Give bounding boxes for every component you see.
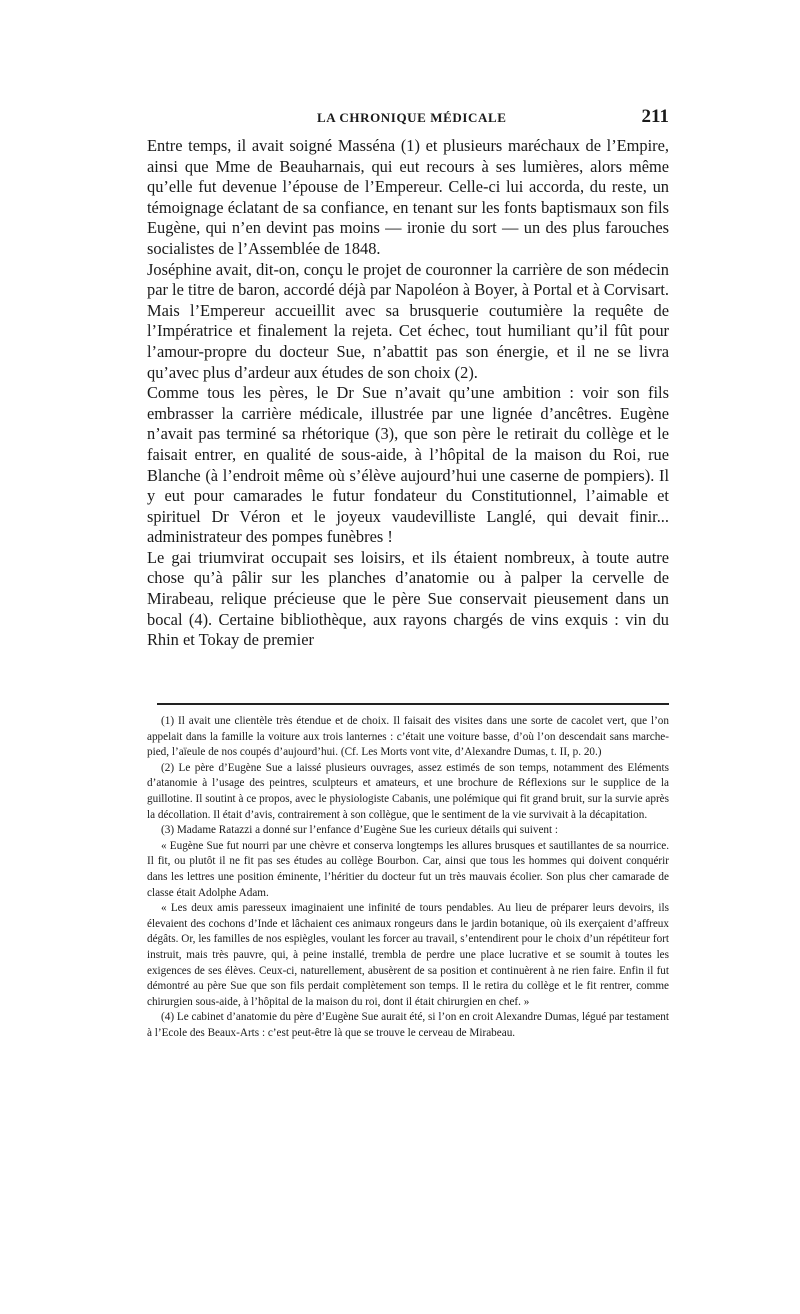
footnotes: [147, 714, 669, 1041]
footnote-quote: « Eugène Sue fut nourri par une chèvre et conserva longtemps les allures brusques et sautillantes de sa nourrice. Il fit, ou plutôt il ne fit pas ses études au collège Bourbon. Car, ainsi que tous les hommes qui doivent conquérir dans les lettres une position éminente, l’héritier du docteur fut un très mauvais écolier. Son plus cher camarade de classe était Adolphe Adam.: [147, 839, 669, 899]
footnote-quote: « Les deux amis paresseux imaginaient une infinité de tours pendables. Au lieu de préparer leurs devoirs, ils élevaient des cochons d’Inde et lâchaient ces animaux rongeurs dans le jardin botanique, où ils exerçaient d’affreux dégâts. Or, les familles de nos espiègles, voulant les forcer au travail, s’entendirent pour le choix d’un répétiteur fort instruit, mais très pauvre, qui, à peine installé, trembla de perdre une place lucrative et se soumit à toutes les exigences de ses élèves. Ceux-ci, naturellement, abusèrent de sa position et continuèrent à ne rien faire. Enfin il fut démontré au père Sue que son fils perdait complètement son temps. Il le retira du collège et le fit rentrer, comme chirurgien sous-aide, à l’hôpital de la maison du roi, dont il était chirurgien en chef. »: [147, 902, 669, 1008]
body-paragraph: Comme tous les pères, le Dr Sue n’avait qu’une ambition : voir son fils embrasser la carrière médicale, illustrée par une lignée d’ancêtres. Eugène n’avait pas terminé sa rhétorique (3), que son père le retirait du collège et le faisait entrer, en qualité de sous-aide, à l’hôpital de la maison du Roi, rue Blanche (à l’endroit même où s’élève aujourd’hui une caserne de pompiers). Il y eut pour camarades le futur fondateur du Constitutionnel, l’aimable et spirituel Dr Véron et le joyeux vaudevilliste Langlé, qui devait finir... administrateur des pompes funèbres !: [147, 383, 669, 547]
footnote: (4) Le cabinet d’anatomie du père d’Eugène Sue aurait été, si l’on en croit Alexandre Dumas, légué par testament à l’Ecole des Beaux-Arts : c’est peut-être là que se trouve le cerveau de Mirabeau.: [147, 1011, 669, 1039]
footnote: (3) Madame Ratazzi a donné sur l’enfance d’Eugène Sue les curieux détails qui suivent :: [161, 824, 559, 837]
body-paragraph: Le gai triumvirat occupait ses loisirs, et ils étaient nombreux, à toute autre chose qu’à pâlir sur les planches d’anatomie ou à palper la cervelle de Mirabeau, relique précieuse que le père Sue conservait pieusement dans un bocal (4). Certaine bibliothèque, aux rayons chargés de vins exquis : vin du Rhin et Tokay de premier: [147, 547, 669, 650]
body-paragraph: Joséphine avait, dit-on, conçu le projet de couronner la carrière de son médecin par le titre de baron, accordé déjà par Napoléon à Boyer, à Portal et à Corvisart. Mais l’Empereur accueillit avec sa brusquerie coutumière la requête de l’Impératrice et finalement la rejeta. Cet échec, tout humiliant qu’il fût pour l’amour-propre du docteur Sue, n’abattit pas son énergie, et il ne se livra qu’avec plus d’ardeur aux études de son choix (2).: [147, 259, 669, 382]
footnote: (2) Le père d’Eugène Sue a laissé plusieurs ouvrages, assez estimés de son temps, notamment des Eléments d’atanomie à l’usage des peintres, sculpteurs et amateurs, et une brochure de Réflexions sur le supplice de la guillotine. Il soutint à ce propos, avec le physiologiste Cabanis, une polémique qui fit grand bruit, sur la survie après la décollation. Il était d’avis, contrairement à son collègue, que le sentiment de la vie survivait à la décapitation.: [147, 761, 669, 821]
footnote: (1) Il avait une clientèle très étendue et de choix. Il faisait des visites dans une sorte de cacolet vert, que l’on appelait dans la famille la voiture aux trois lanternes : c’était une voiture basse, d’où l’on descendait sans marche-pied, l’aïeule de nos coupés d’aujourd’hui. (Cf. Les Morts vont vite, d’Alexandre Dumas, t. II, p. 20.): [147, 715, 669, 759]
body-paragraph: Entre temps, il avait soigné Masséna (1) et plusieurs maréchaux de l’Empire, ainsi que Mme de Beauharnais, qui eut recours à ses lumières, alors même qu’elle fut devenue l’épouse de l’Empereur. Celle-ci lui accorda, du reste, un témoignage éclatant de sa confiance, en tenant sur les fonts baptismaux son fils Eugène, qui n’en devint pas moins — ironie du sort — un des plus farouches socialistes de l’Assemblée de 1848.: [147, 136, 669, 258]
page-number: 211: [641, 106, 669, 127]
page-header: [147, 106, 669, 130]
body-text: [147, 136, 669, 651]
footnote-divider: [157, 703, 669, 705]
running-title: LA CHRONIQUE MÉDICALE: [317, 110, 507, 125]
